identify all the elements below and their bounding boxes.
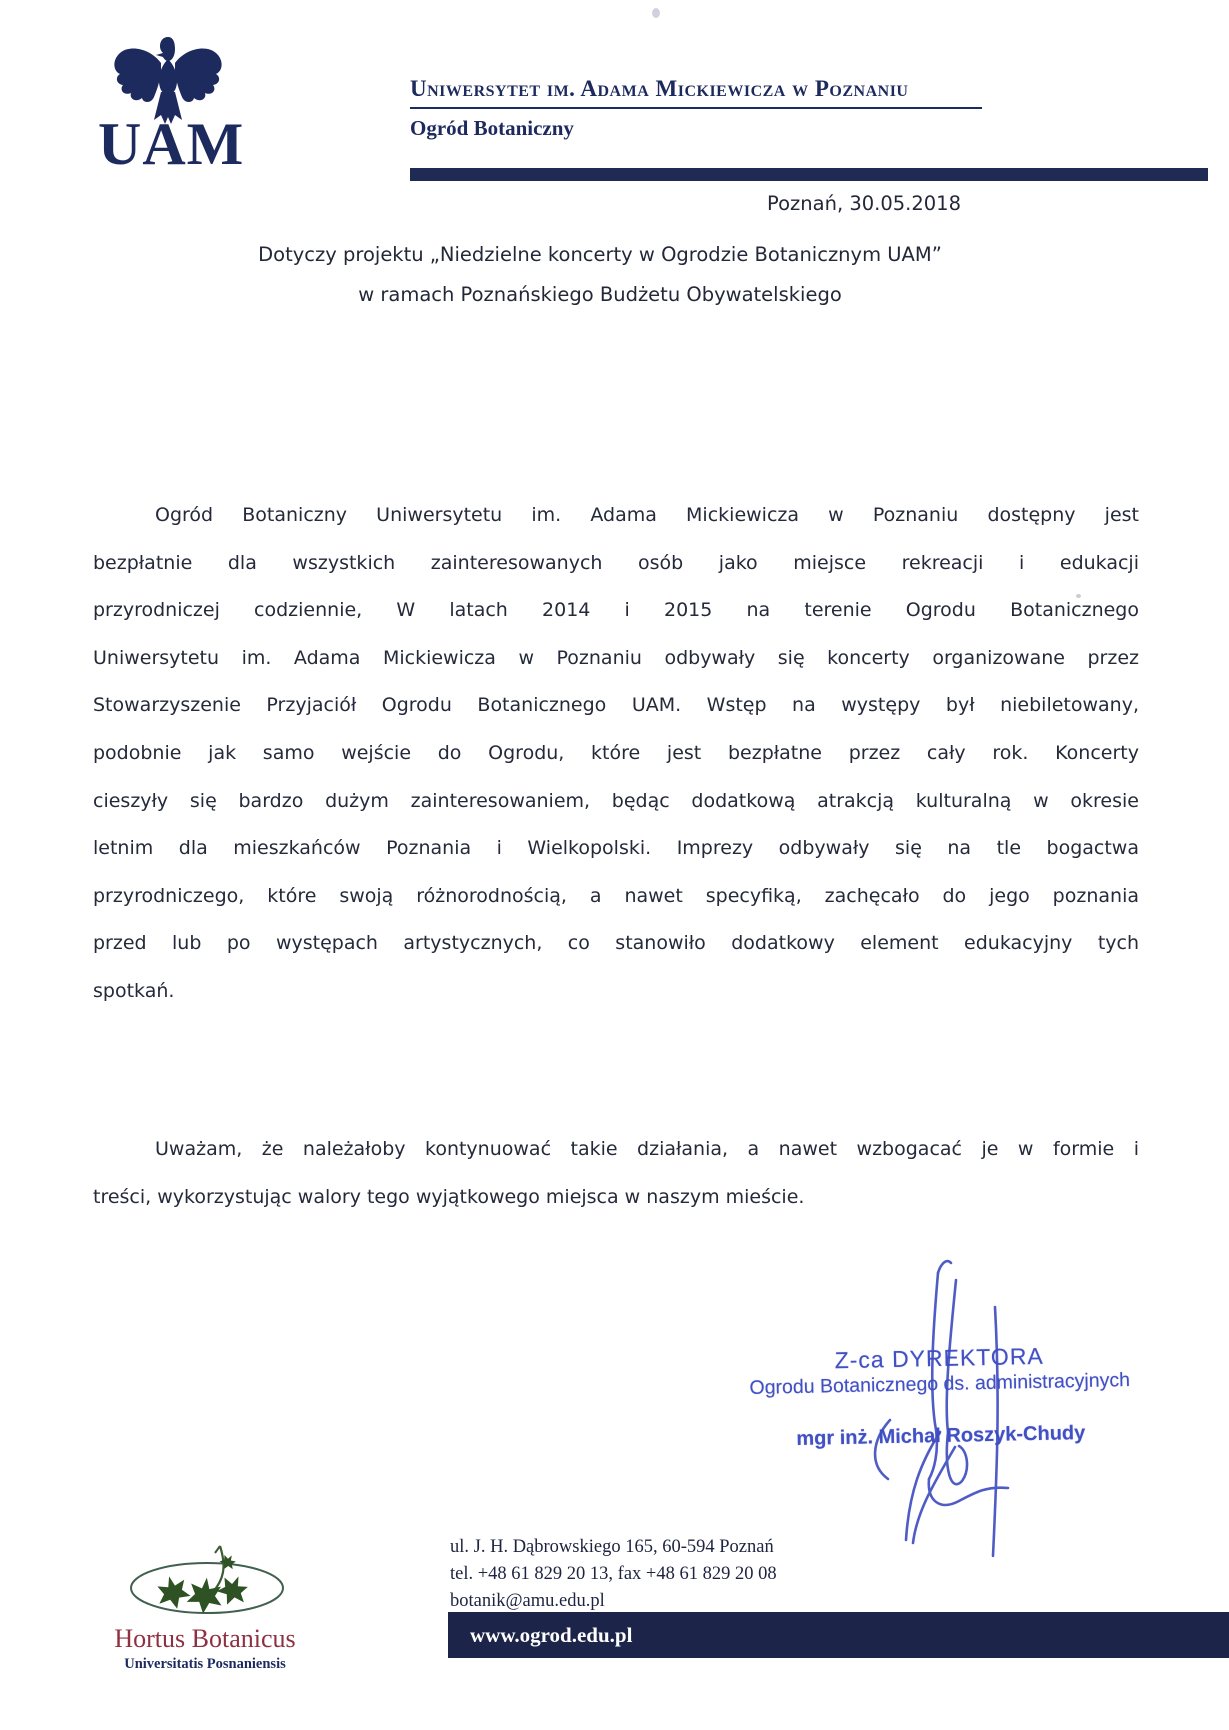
stamp-role-line-2: Ogrodu Botanicznego ds. administracyjnych	[749, 1369, 1131, 1399]
body-line: Ogród Botaniczny Uniwersytetu im. Adama Mickiewicza w Poznaniu dostępny jest	[155, 504, 1139, 526]
body-line: cieszyły się bardzo dużym zainteresowaniem, będąc dodatkową atrakcją kulturalną w okresie	[93, 789, 1139, 812]
body-line: Stowarzyszenie Przyjaciół Ogrodu Botanicznego UAM. Wstęp na występy był niebiletowany,	[93, 694, 1139, 717]
body-line: bezpłatnie dla wszystkich zainteresowanych osób jako miejsce rekreacji i edukacji	[93, 551, 1139, 574]
garden-logo-subtitle: Universitatis Posnaniensis	[124, 1656, 286, 1672]
uam-logo	[98, 34, 245, 177]
address-phone: tel. +48 61 829 20 13, fax +48 61 829 20 08	[450, 1564, 777, 1584]
header-divider-bar	[410, 168, 1208, 181]
body-line: treści, wykorzystując walory tego wyjątkowego miejsca w naszym mieście.	[93, 1185, 805, 1208]
hortus-botanicus-logo	[100, 1538, 310, 1673]
date-line: Poznań, 30.05.2018	[767, 192, 961, 215]
subject-block	[0, 243, 1200, 306]
address-street: ul. J. H. Dąbrowskiego 165, 60-594 Poznań	[450, 1537, 774, 1557]
subject-line-1: Dotyczy projektu „Niedzielne koncerty w Ogrodzie Botanicznym UAM”	[258, 243, 942, 266]
university-name: Uniwersytet im. Adama Mickiewicza w Poznaniu	[410, 76, 982, 109]
body-line: Uważam, że należałoby kontynuować takie działania, a nawet wzbogacać je w formie i	[155, 1138, 1139, 1160]
scan-artifact	[652, 8, 660, 18]
stamp-signer-name: mgr inż. Michał Roszyk-Chudy	[796, 1421, 1086, 1451]
stamp-role-line-1: Z-ca DYREKTORA	[834, 1342, 1044, 1374]
body-line: przed lub po występach artystycznych, co stanowiło dodatkowy element edukacyjny tych	[93, 932, 1139, 955]
body-paragraph-1	[93, 492, 1139, 1016]
subject-line-2: w ramach Poznańskiego Budżetu Obywatelskiego	[358, 283, 842, 306]
address-email: botanik@amu.edu.pl	[450, 1591, 605, 1611]
department-name: Ogród Botaniczny	[410, 116, 574, 140]
address-block	[450, 1534, 777, 1615]
website-banner	[448, 1612, 1229, 1658]
body-line: podobnie jak samo wejście do Ogrodu, które jest bezpłatne przez cały rok. Koncerty	[93, 741, 1139, 764]
body-line: przyrodniczej codziennie, W latach 2014 i 2015 na terenie Ogrodu Botanicznego	[93, 599, 1139, 622]
body-paragraph-2	[93, 1126, 1139, 1221]
body-line: przyrodniczego, które swoją różnorodnością, a nawet specyfiką, zachęcało do jego poznania	[93, 884, 1139, 907]
body-line: Uniwersytetu im. Adama Mickiewicza w Poznaniu odbywały się koncerty organizowane przez	[93, 646, 1139, 669]
letterhead	[410, 76, 982, 141]
ivy-logo-icon	[115, 1538, 295, 1618]
body-line: letnim dla mieszkańców Poznania i Wielkopolski. Imprezy odbywały się na tle bogactwa	[93, 837, 1139, 860]
website-url: www.ogrod.edu.pl	[470, 1623, 633, 1647]
uam-logo-text: UAM	[98, 111, 245, 177]
body-line: spotkań.	[93, 979, 175, 1002]
garden-logo-title: Hortus Botanicus	[114, 1624, 296, 1653]
official-stamp	[717, 1340, 1163, 1452]
